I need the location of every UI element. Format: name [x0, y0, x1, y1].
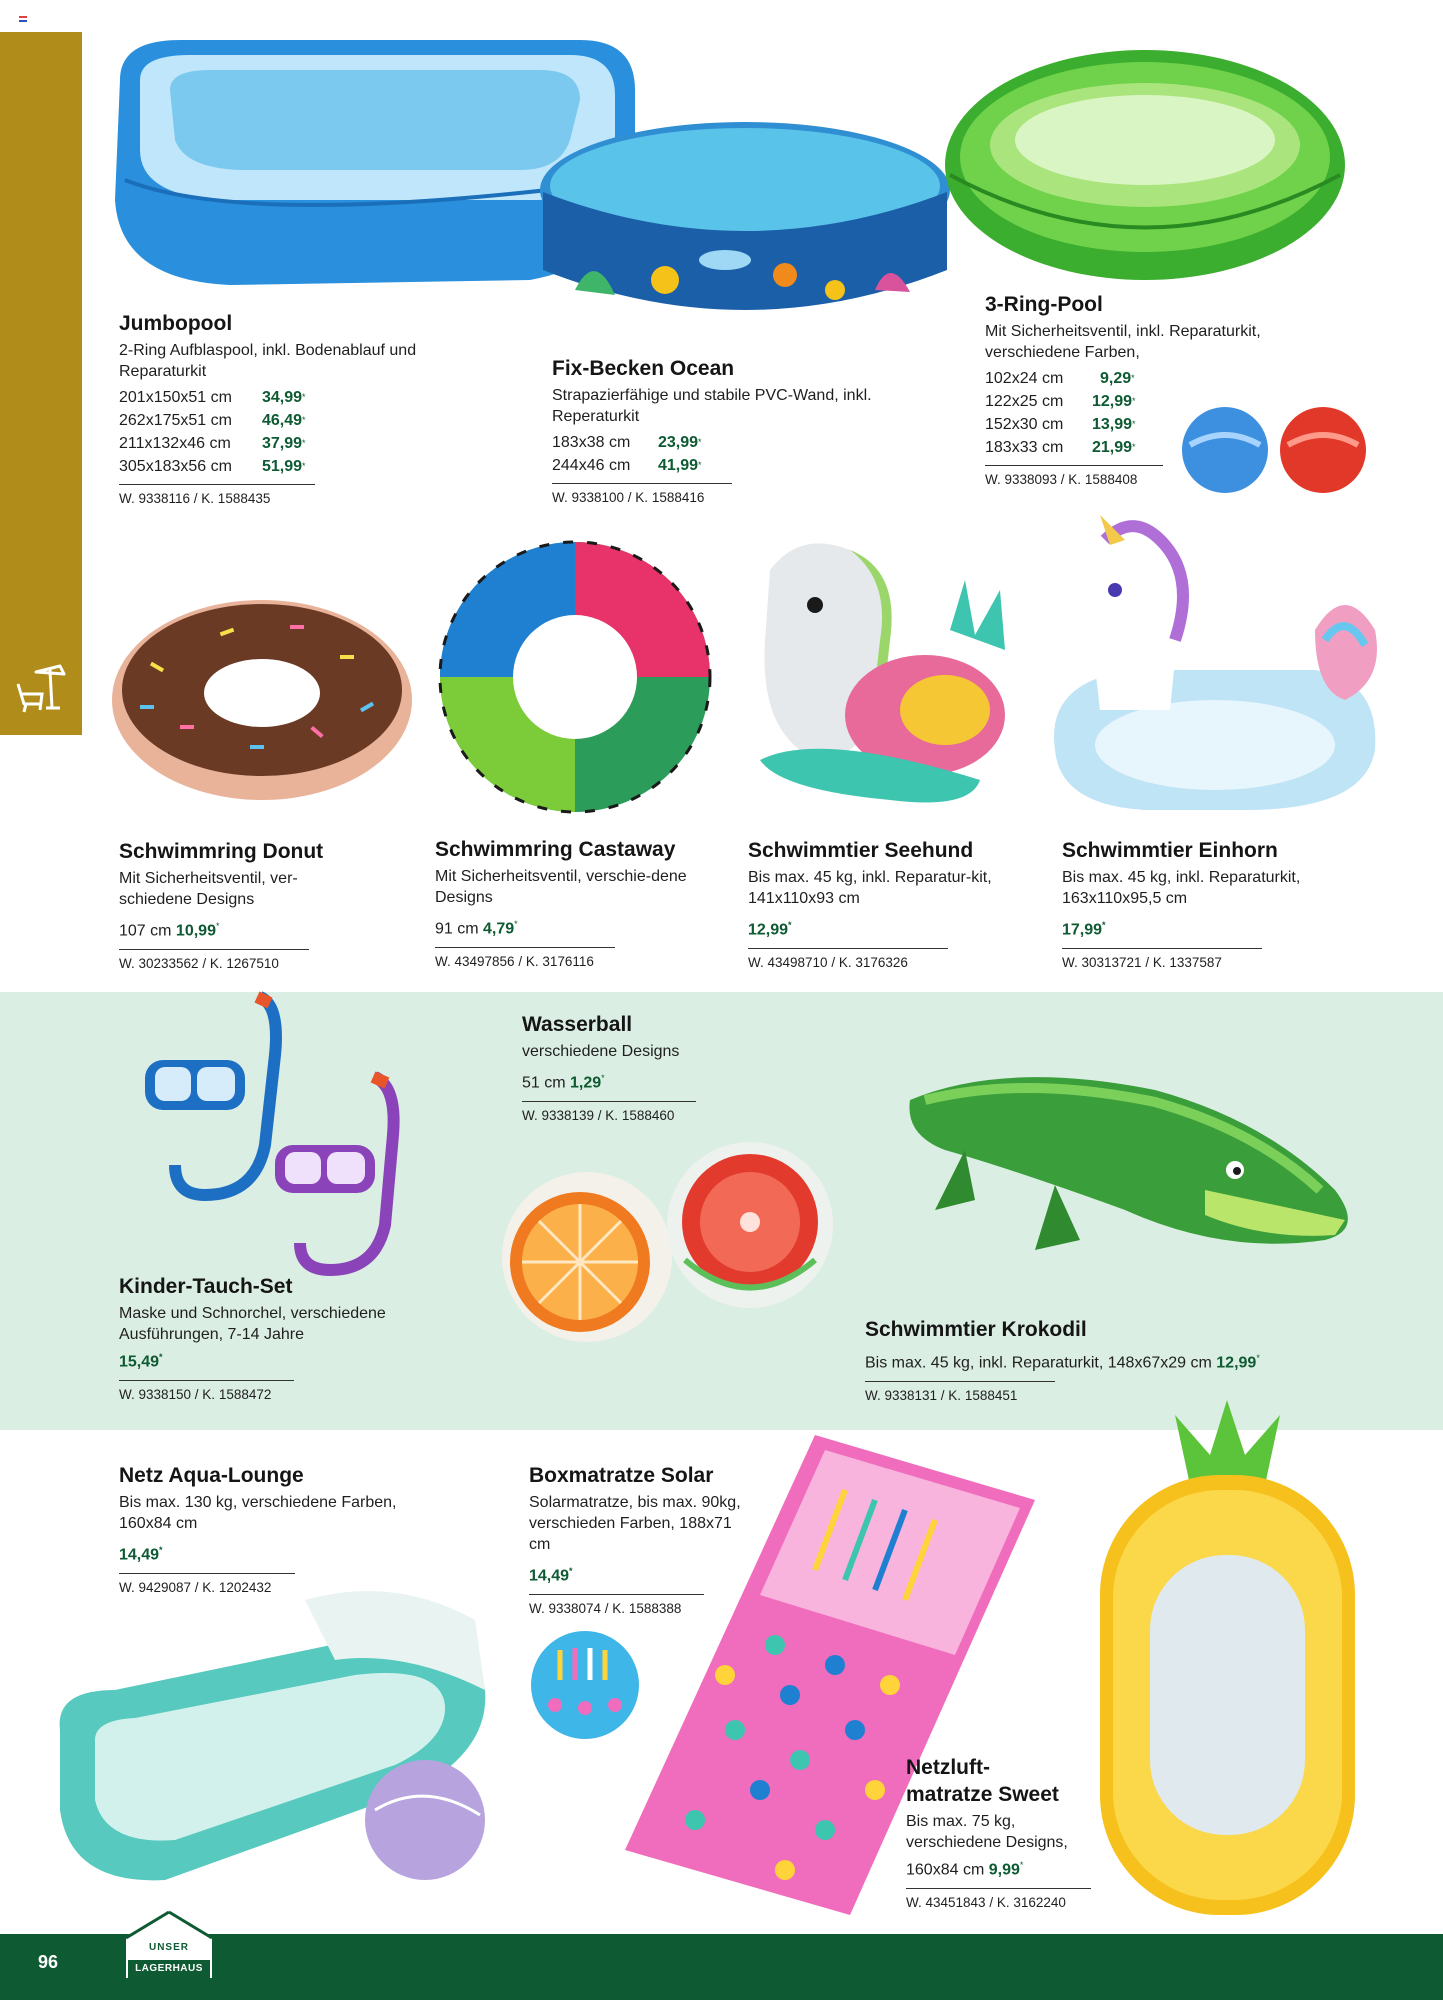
article-code: W. 43497856 / K. 3176116	[435, 947, 615, 972]
product-title: Schwimmring Donut	[119, 840, 324, 863]
product-fixbecken-ocean	[552, 355, 897, 508]
article-code: W. 9338131 / K. 1588451	[865, 1381, 1055, 1406]
product-crocodile-float	[865, 1316, 1345, 1406]
castaway-swim-ring-image	[435, 540, 715, 815]
product-price: 14,49*	[119, 1545, 163, 1564]
aqua-lounge-image	[55, 1580, 490, 1885]
size-price-line: 107 cm 10,99*	[119, 921, 220, 940]
size-price-row: 262x175x51 cm 46,49 *	[119, 409, 449, 432]
price-asterisk: *	[1132, 396, 1136, 406]
three-ring-pool-image	[940, 45, 1350, 285]
size-price-row: 102x24 cm 9,29 *	[985, 367, 1330, 390]
product-title: Wasserball	[522, 1013, 633, 1036]
price-asterisk: *	[1102, 920, 1106, 930]
size-price-row: 305x183x56 cm 51,99 *	[119, 455, 449, 478]
price-asterisk: *	[698, 460, 702, 470]
size-price-list	[552, 431, 897, 477]
product-title-line2: matratze Sweet	[906, 1783, 1059, 1806]
product-kids-diving-set	[119, 1273, 439, 1405]
price-asterisk: *	[302, 438, 306, 448]
size-price-row: 183x33 cm 21,99 *	[985, 436, 1330, 459]
article-code: W. 9338139 / K. 1588460	[522, 1101, 696, 1126]
size-price-row: 122x25 cm 12,99 *	[985, 390, 1330, 413]
price-asterisk: *	[302, 461, 306, 471]
product-price: 14,49*	[529, 1566, 573, 1585]
article-code: W. 43498710 / K. 3176326	[748, 948, 948, 973]
product-title: Netz Aqua-Lounge	[119, 1464, 304, 1487]
price-asterisk: *	[514, 919, 518, 929]
product-description: verschiedene Designs	[522, 1043, 680, 1060]
product-title: Schwimmtier Seehund	[748, 839, 974, 862]
article-code: W. 9338150 / K. 1588472	[119, 1380, 294, 1405]
size-price-row: 183x38 cm 23,99 *	[552, 431, 897, 454]
size-price-list	[985, 367, 1330, 459]
product-three-ring-pool	[985, 291, 1330, 490]
product-description: Maske und Schnorchel, verschiedene Ausführungen, 7-14 Jahre	[119, 1305, 386, 1343]
article-code: W. 9338074 / K. 1588388	[529, 1594, 704, 1619]
article-code: W. 9429087 / K. 1202432	[119, 1573, 295, 1598]
product-title: 3-Ring-Pool	[985, 293, 1103, 316]
fixbecken-ocean-image	[535, 120, 955, 335]
price-asterisk: *	[698, 437, 702, 447]
size-price-line: 91 cm 4,79*	[435, 919, 518, 938]
crocodile-float-image	[905, 1040, 1365, 1280]
price-asterisk: *	[1132, 419, 1136, 429]
logo-text-top: UNSER	[148, 1942, 189, 1953]
size-price-row: 211x132x46 cm 37,99 *	[119, 432, 449, 455]
size-price-line: 51 cm 1,29*	[522, 1073, 605, 1092]
product-title: Jumbopool	[119, 312, 233, 335]
product-description: Mit Sicherheitsventil, inkl. Reparaturkit, verschiedene Farben,	[985, 323, 1261, 361]
size-price-row: 244x46 cm 41,99 *	[552, 454, 897, 477]
price-asterisk: *	[1256, 1353, 1260, 1363]
article-code: W. 9338116 / K. 1588435	[119, 484, 315, 509]
product-title: Boxmatratze Solar	[529, 1464, 714, 1487]
product-aqua-lounge	[119, 1462, 449, 1598]
language-flag-mark	[19, 16, 27, 22]
product-sweet-mesh-mattress	[906, 1754, 1126, 1913]
price-asterisk: *	[302, 415, 306, 425]
product-title: Schwimmtier Einhorn	[1062, 839, 1278, 862]
product-unicorn-float	[1062, 837, 1362, 973]
product-title: Schwimmtier Krokodil	[865, 1318, 1087, 1341]
desc-price-line: Bis max. 45 kg, inkl. Reparaturkit, 148x67x29 cm 12,99*	[865, 1353, 1260, 1372]
product-description: Bis max. 45 kg, inkl. Reparatur-kit, 141x110x93 cm	[748, 869, 992, 907]
price-asterisk: *	[159, 1545, 163, 1555]
product-price: 15,49*	[119, 1352, 163, 1371]
product-swim-ring-donut	[119, 838, 369, 974]
product-description: Bis max. 130 kg, verschiedene Farben, 160x84 cm	[119, 1494, 397, 1532]
donut-swim-ring-image	[110, 595, 415, 800]
size-price-list	[119, 386, 449, 478]
page-number: 96	[38, 1952, 59, 1972]
category-side-tab	[0, 32, 82, 735]
price-asterisk: *	[569, 1566, 573, 1576]
product-title: Fix-Becken Ocean	[552, 357, 735, 380]
article-code: W. 9338100 / K. 1588416	[552, 483, 732, 508]
product-description: Strapazierfähige und stabile PVC-Wand, inkl. Reperaturkit	[552, 387, 872, 425]
product-description: Mit Sicherheitsventil, verschie-dene Designs	[435, 868, 687, 906]
garden-furniture-icon	[12, 660, 72, 720]
pineapple-mattress-image	[1095, 1395, 1360, 1920]
product-jumbopool	[119, 310, 449, 509]
article-code: W. 9338093 / K. 1588408	[985, 465, 1163, 490]
solar-mattress-detail-image	[530, 1630, 640, 1740]
price-asterisk: *	[215, 921, 220, 931]
size-price-row: 152x30 cm 13,99 *	[985, 413, 1330, 436]
diving-set-image	[135, 995, 430, 1285]
product-title: Schwimmring Castaway	[435, 838, 676, 861]
product-solar-box-mattress	[529, 1462, 779, 1619]
size-price-line: 160x84 cm 9,99*	[906, 1860, 1024, 1879]
beach-ball-orange-image	[500, 1170, 675, 1345]
price-asterisk: *	[788, 920, 792, 930]
price-asterisk: *	[302, 392, 306, 402]
logo-text-bottom: LAGERHAUS	[135, 1963, 203, 1974]
product-title: Kinder-Tauch-Set	[119, 1275, 293, 1298]
product-description: Bis max. 45 kg, inkl. Reparaturkit, 163x110x95,5 cm	[1062, 869, 1301, 907]
product-description: Mit Sicherheitsventil, ver-schiedene Designs	[119, 870, 298, 908]
article-code: W. 30313721 / K. 1337587	[1062, 948, 1262, 973]
product-seal-float	[748, 837, 1028, 973]
price-asterisk: *	[159, 1352, 163, 1362]
article-code: W. 43451843 / K. 3162240	[906, 1888, 1091, 1913]
product-price: 12,99*	[748, 920, 792, 939]
product-description: Bis max. 75 kg, verschiedene Designs,	[906, 1813, 1068, 1851]
seal-float-image	[740, 530, 1040, 815]
product-price: 17,99*	[1062, 920, 1106, 939]
product-water-ball	[522, 1011, 752, 1126]
size-price-row: 201x150x51 cm 34,99 *	[119, 386, 449, 409]
product-description: Solarmatratze, bis max. 90kg, verschieden Farben, 188x71 cm	[529, 1494, 741, 1553]
price-asterisk: *	[601, 1073, 605, 1083]
product-title-line1: Netzluft-	[906, 1756, 990, 1779]
product-description: 2-Ring Aufblaspool, inkl. Bodenablauf und Reparaturkit	[119, 342, 417, 380]
price-asterisk: *	[1132, 442, 1136, 452]
product-swim-ring-castaway	[435, 836, 715, 972]
beach-ball-melon-image	[665, 1140, 835, 1310]
price-asterisk: *	[1019, 1860, 1024, 1870]
unicorn-float-image	[1045, 520, 1385, 815]
price-asterisk: *	[1131, 373, 1135, 383]
article-code: W. 30233562 / K. 1267510	[119, 949, 309, 974]
